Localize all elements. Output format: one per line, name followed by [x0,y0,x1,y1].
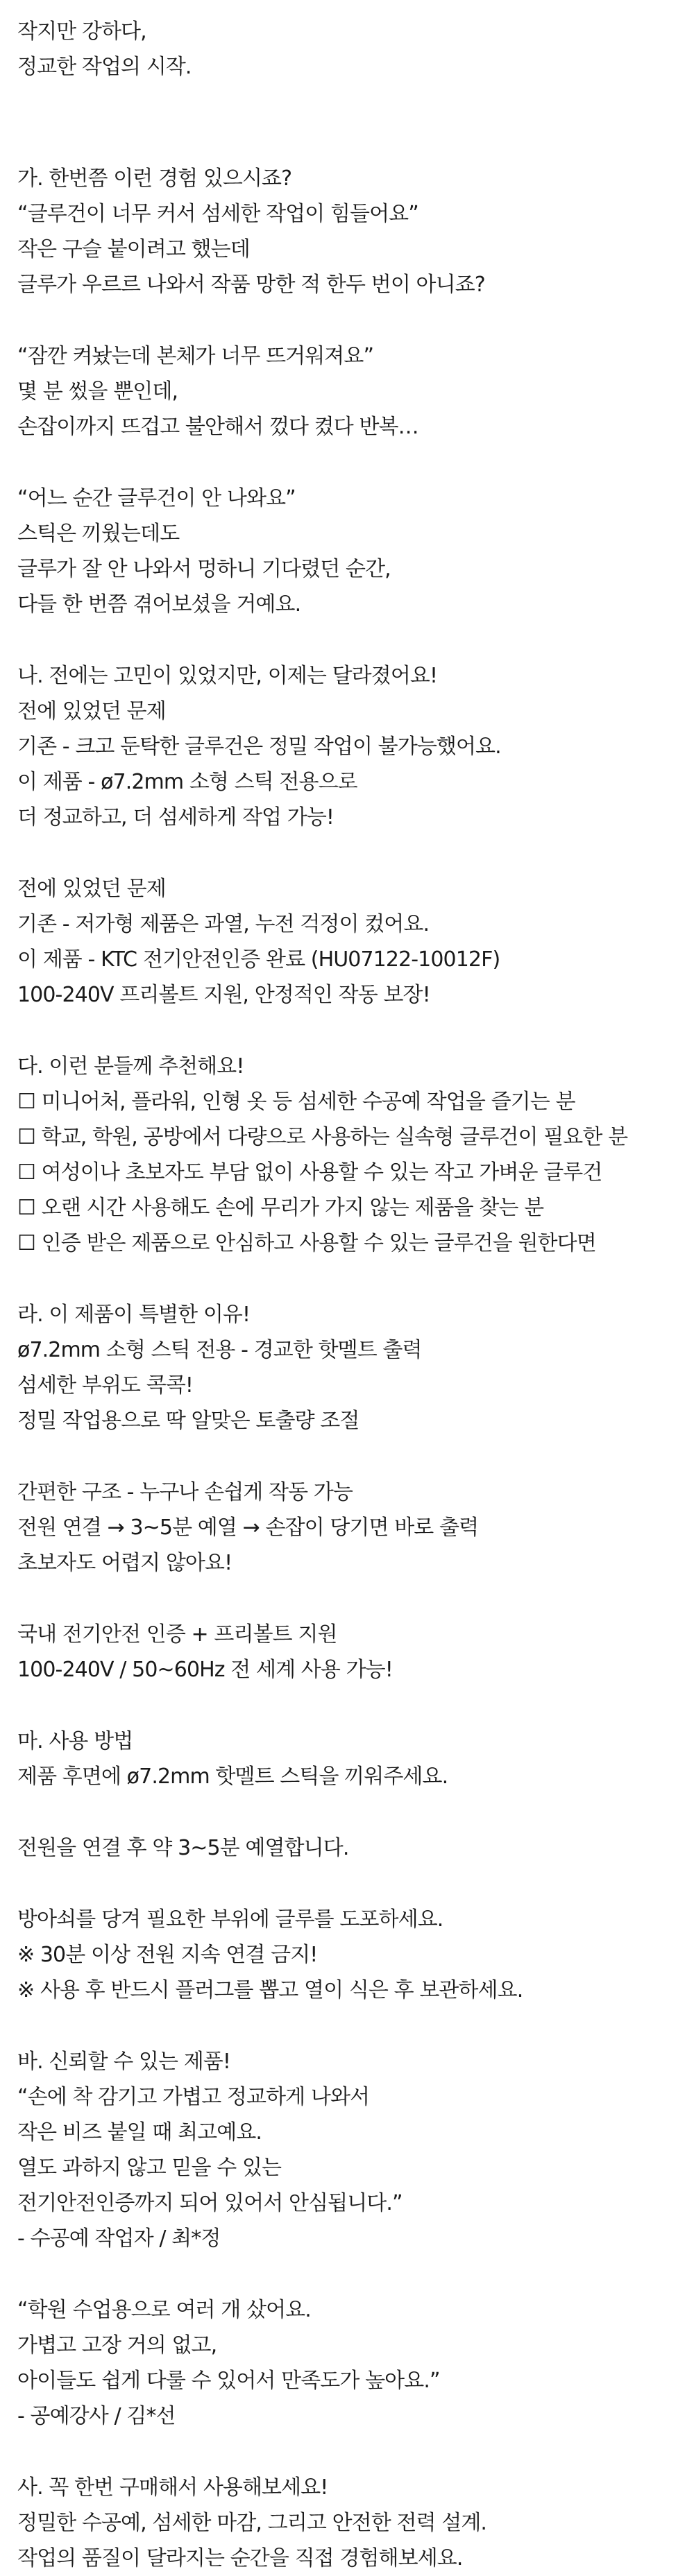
ra-p1-line-2: 섬세한 부위도 콕콕! [17,1373,194,1398]
ba-review-2-line-2: 가볍고 고장 거의 없고, [17,2333,217,2358]
section-ra-heading: 라. 이 제품이 특별한 이유! [17,1303,251,1327]
ma-step-2: 전원을 연결 후 약 3~5분 예열합니다. [17,1836,349,1860]
da-checklist-item: ☐ 미니어처, 플라워, 인형 옷 등 섬세한 수공예 작업을 즐기는 분 [17,1090,575,1114]
ga-quote-3-line-4: 다들 한 번쯤 겪어보셨을 거예요. [17,592,301,617]
ra-p2-line-1: 간편한 구조 - 누구나 손쉽게 작동 가능 [17,1480,353,1504]
ga-quote-2-line-2: 몇 분 썼을 뿐인데, [17,379,178,404]
ra-p2-line-3: 초보자도 어렵지 않아요! [17,1551,232,1575]
ba-review-1-line-2: 작은 비즈 붙일 때 최고예요. [17,2120,262,2145]
ba-review-1-author: - 수공예 작업자 / 최*정 [17,2226,221,2251]
intro-line-2: 정교한 작업의 시작. [17,55,192,79]
na-p2-line-3: 이 제품 - KTC 전기안전인증 완료 (HU07122-10012F) [17,947,500,972]
na-p2-line-4: 100-240V 프리볼트 지원, 안정적인 작동 보장! [17,983,430,1007]
ma-step-1: 제품 후면에 ø7.2mm 핫멜트 스틱을 끼워주세요. [17,1764,448,1789]
ga-quote-1-line-2: 작은 구슬 붙이려고 했는데 [17,237,250,261]
da-checklist-item: ☐ 여성이나 초보자도 부담 없이 사용할 수 있는 작고 가벼운 글루건 [17,1160,602,1185]
ga-quote-1: “글루건이 너무 커서 섬세한 작업이 힘들어요” [17,202,418,226]
ga-quote-3-line-2: 스틱은 끼웠는데도 [17,522,180,546]
ga-quote-3: “어느 순간 글루건이 안 나와요” [17,486,296,510]
na-p1-line-1: 전에 있었던 문제 [17,699,166,723]
ga-quote-2: “잠깐 켜놨는데 본체가 너무 뜨거워져요” [17,344,374,368]
da-checklist-item: ☐ 인증 받은 제품으로 안심하고 사용할 수 있는 글루건을 원한다면 [17,1231,596,1255]
intro-line-1: 작지만 강하다, [17,19,146,44]
ra-p1-line-1: ø7.2mm 소형 스틱 전용 - 경교한 핫멜트 출력 [17,1338,422,1362]
ba-review-2-line-1: “학원 수업용으로 여러 개 샀어요. [17,2298,311,2322]
sa-line-2: 정밀한 수공예, 섬세한 마감, 그리고 안전한 전력 설계. [17,2511,487,2535]
na-p1-line-3: 이 제품 - ø7.2mm 소형 스틱 전용으로 [17,770,357,794]
ga-quote-1-line-3: 글루가 우르르 나와서 작품 망한 적 한두 번이 아니죠? [17,273,485,297]
da-checklist-item: ☐ 오랜 시간 사용해도 손에 무리가 가지 않는 제품을 찾는 분 [17,1196,544,1220]
na-p2-line-1: 전에 있었던 문제 [17,877,166,901]
ba-review-1-line-1: “손에 착 감기고 가볍고 정교하게 나와서 [17,2085,370,2109]
ma-note-2: ※ 사용 후 반드시 플러그를 뽑고 열이 식은 후 보관하세요. [17,1978,523,2002]
ma-step-3: 방아쇠를 당겨 필요한 부위에 글루를 도포하세요. [17,1907,443,1932]
section-ga-heading: 가. 한번쯤 이런 경험 있으시죠? [17,166,292,191]
section-na-heading: 나. 전에는 고민이 있었지만, 이제는 달라졌어요! [17,664,438,688]
da-checklist-item: ☐ 학교, 학원, 공방에서 다량으로 사용하는 실속형 글루건이 필요한 분 [17,1125,628,1149]
section-sa-heading: 사. 꼭 한번 구매해서 사용해보세요! [17,2475,328,2500]
ra-p1-line-3: 정밀 작업용으로 딱 알맞은 토출량 조절 [17,1409,359,1433]
section-ma-heading: 마. 사용 방법 [17,1729,133,1753]
section-da-heading: 다. 이런 분들께 추천해요! [17,1054,244,1079]
na-p1-line-2: 기존 - 크고 둔탁한 글루건은 정밀 작업이 불가능했어요. [17,735,501,759]
ma-note-1: ※ 30분 이상 전원 지속 연결 금지! [17,1943,318,1967]
ga-quote-2-line-3: 손잡이까지 뜨겁고 불안해서 껐다 켰다 반복… [17,415,418,439]
section-ba-heading: 바. 신뢰할 수 있는 제품! [17,2050,231,2074]
ba-review-1-line-3: 열도 과하지 않고 믿을 수 있는 [17,2156,282,2180]
ra-p3-line-2: 100-240V / 50~60Hz 전 세계 사용 가능! [17,1658,393,1682]
na-p2-line-2: 기존 - 저가형 제품은 과열, 누전 걱정이 컸어요. [17,912,430,936]
ra-p2-line-2: 전원 연결 → 3~5분 예열 → 손잡이 당기면 바로 출력 [17,1515,479,1540]
ra-p3-line-1: 국내 전기안전 인증 + 프리볼트 지원 [17,1622,337,1647]
ba-review-2-line-3: 아이들도 쉽게 다룰 수 있어서 만족도가 높아요.” [17,2369,440,2393]
ba-review-1-line-4: 전기안전인증까지 되어 있어서 안심됩니다.” [17,2191,403,2215]
ga-quote-3-line-3: 글루가 잘 안 나와서 멍하니 기다렸던 순간, [17,557,391,581]
na-p1-line-4: 더 정교하고, 더 섬세하게 작업 가능! [17,805,335,830]
sa-line-3: 작업의 품질이 달라지는 순간을 직접 경험해보세요. [17,2546,463,2570]
ba-review-2-author: - 공예강사 / 김*선 [17,2404,176,2428]
